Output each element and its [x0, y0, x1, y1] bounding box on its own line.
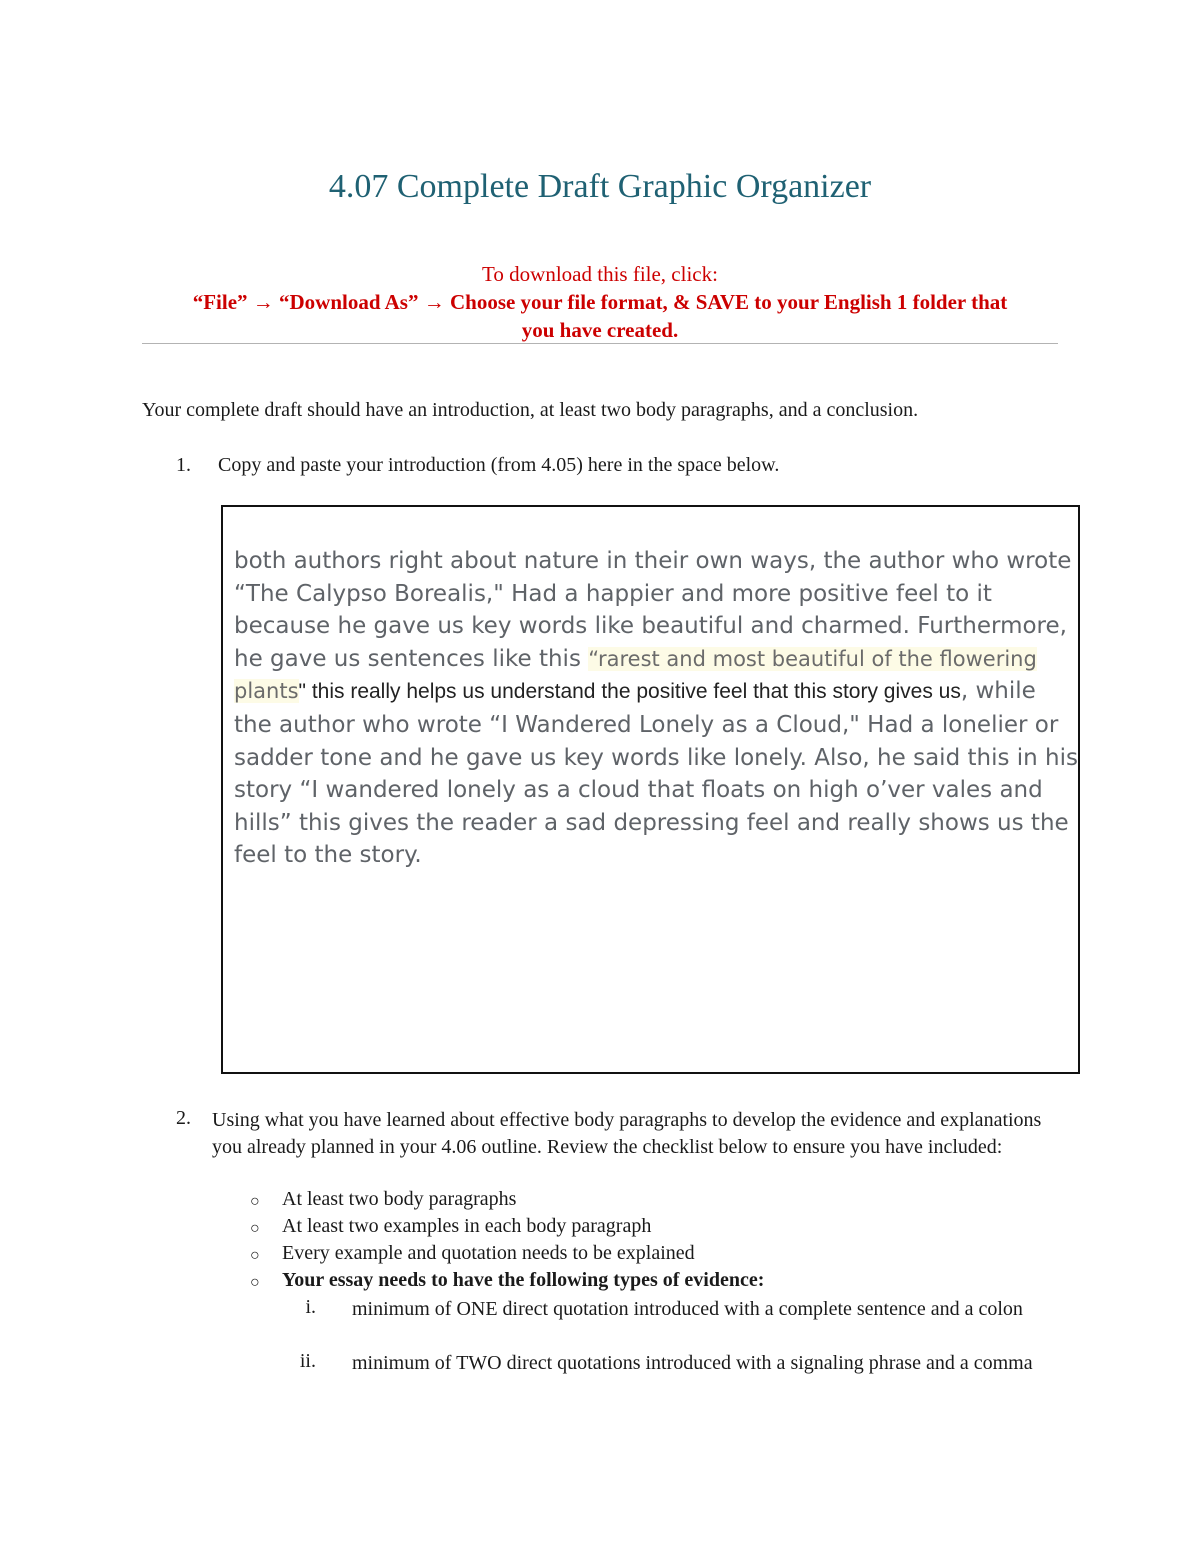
bullet-circle-icon: ○	[250, 1247, 260, 1264]
sub-item-number: ii.	[299, 1350, 316, 1372]
intro-paragraph: Your complete draft should have an introduction, at least two body paragraphs, and a conclusion.	[142, 399, 919, 421]
document-title: 4.07 Complete Draft Graphic Organizer	[328, 168, 872, 205]
item-1-number: 1.	[176, 454, 191, 476]
checklist-item: At least two examples in each body paragraph	[282, 1215, 652, 1237]
answer-part-2: " this really helps us understand the positive feel that this story gives us	[298, 680, 961, 704]
item-1-instruction: Copy and paste your introduction (from 4.05) here in the space below.	[218, 454, 780, 476]
item-2-instruction: Using what you have learned about effective body paragraphs to develop the evidence and explanations you already planned in your 4.06 outline. Review the checklist below to ensure you have included:	[212, 1109, 1042, 1158]
answer-text[interactable]	[234, 545, 1079, 872]
sub-item-text: minimum of TWO direct quotations introduced with a signaling phrase and a comma	[352, 1352, 1033, 1374]
answer-highlighted-quote: “rarest and most beautiful of the flowering plants	[234, 646, 1037, 704]
sub-item-text: minimum of ONE direct quotation introduced with a complete sentence and a colon	[352, 1298, 1023, 1320]
bullet-circle-icon: ○	[250, 1220, 260, 1237]
download-instructions-steps-cont: you have created.	[521, 318, 679, 342]
answer-part-1: both authors right about nature in their own ways, the author who wrote “The Calypso Borealis," Had a happier and more positive feel to it because he gave us key words like beautiful and charmed. Furthermore, he gave us sentences like this	[234, 548, 1072, 672]
download-instructions-steps: “File” → “Download As” → Choose your file format, & SAVE to your English 1 folder that	[192, 290, 1008, 314]
bullet-circle-icon: ○	[250, 1193, 260, 1210]
checklist-item: Every example and quotation needs to be explained	[282, 1242, 695, 1264]
sub-item-number: i.	[305, 1296, 316, 1318]
bullet-circle-icon: ○	[250, 1274, 260, 1291]
checklist-item: At least two body paragraphs	[282, 1188, 517, 1210]
item-2-number: 2.	[176, 1107, 191, 1129]
answer-part-3: , while the author who wrote “I Wandered Lonely as a Cloud," Had a lonelier or sadder tone and he gave us key words like lonely. Also, he said this in his story “I wandered lonely as a cloud that floats on high o’ver vales and hills” this gives the reader a sad depressing feel and really shows us the feel to the story.	[234, 678, 1078, 869]
checklist-item-evidence-types: Your essay needs to have the following types of evidence:	[282, 1269, 765, 1291]
download-instructions-intro: To download this file, click:	[482, 262, 718, 286]
horizontal-divider	[142, 343, 1058, 344]
